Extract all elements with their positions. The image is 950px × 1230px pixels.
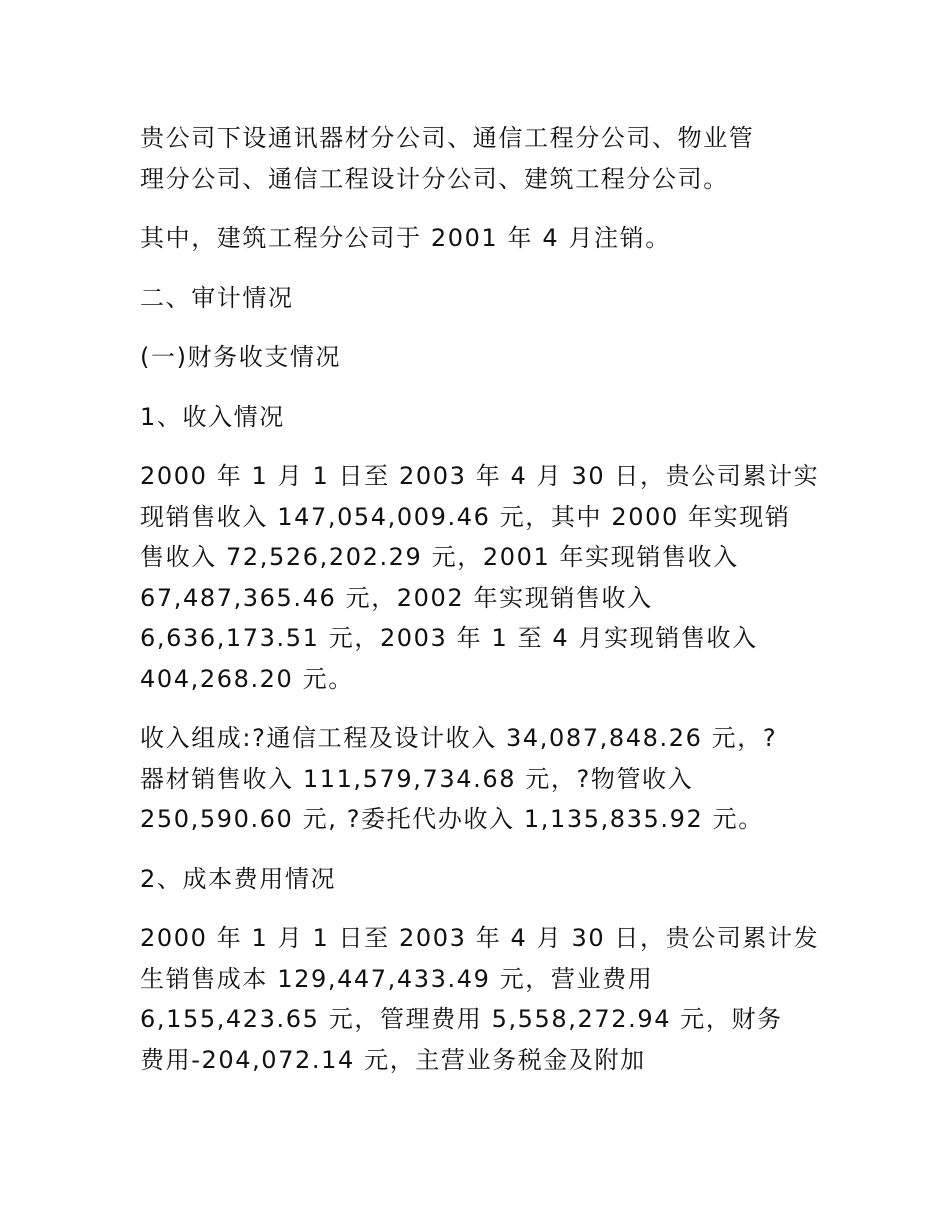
text-line: 67,487,365.46 元，2002 年实现销售收入 xyxy=(140,583,653,612)
text-line: 6,636,173.51 元，2003 年 1 至 4 月实现销售收入 xyxy=(140,624,758,652)
paragraph-sales-income xyxy=(140,456,820,699)
document-page xyxy=(140,118,820,1099)
text-line: 收入组成:?通信工程及设计收入 34,087,848.26 元，? xyxy=(140,724,778,752)
paragraph-branches xyxy=(140,118,820,199)
section-heading-audit xyxy=(140,278,820,319)
heading-line: 1、收入情况 xyxy=(140,402,285,431)
text-line: 现销售收入 147,054,009.46 元，其中 2000 年实现销 xyxy=(140,502,791,531)
subsection-heading-costs xyxy=(140,859,820,900)
paragraph-deregistration xyxy=(140,218,820,259)
text-line: 理分公司、通信工程设计分公司、建筑工程分公司。 xyxy=(140,164,729,193)
text-line: 贵公司下设通讯器材分公司、通信工程分公司、物业管 xyxy=(140,124,755,152)
text-line: 器材销售收入 111,579,734.68 元，?物管收入 xyxy=(140,764,694,793)
text-line: 其中，建筑工程分公司于 2001 年 4 月注销。 xyxy=(140,224,671,252)
heading-line: 2、成本费用情况 xyxy=(140,864,337,893)
text-line: 生销售成本 129,447,433.49 元，营业费用 xyxy=(140,964,654,993)
paragraph-costs xyxy=(140,918,820,1080)
subsection-heading-financial xyxy=(140,337,820,378)
heading-line: 二、审计情况 xyxy=(140,283,294,312)
text-line: 售收入 72,526,202.29 元，2001 年实现销售收入 xyxy=(140,543,739,571)
text-line: 费用-204,072.14 元，主营业务税金及附加 xyxy=(140,1045,646,1074)
heading-line: (一)财务收支情况 xyxy=(140,343,342,371)
paragraph-income-composition xyxy=(140,718,820,840)
text-line: 404,268.20 元。 xyxy=(140,664,354,693)
text-line: 2000 年 1 月 1 日至 2003 年 4 月 30 日，贵公司累计实 xyxy=(140,462,820,490)
text-line: 2000 年 1 月 1 日至 2003 年 4 月 30 日，贵公司累计发 xyxy=(140,924,820,952)
subsection-heading-income xyxy=(140,397,820,438)
text-line: 250,590.60 元, ?委托代办收入 1,135,835.92 元。 xyxy=(140,805,764,833)
text-line: 6,155,423.65 元，管理费用 5,558,272.94 元，财务 xyxy=(140,1005,783,1033)
